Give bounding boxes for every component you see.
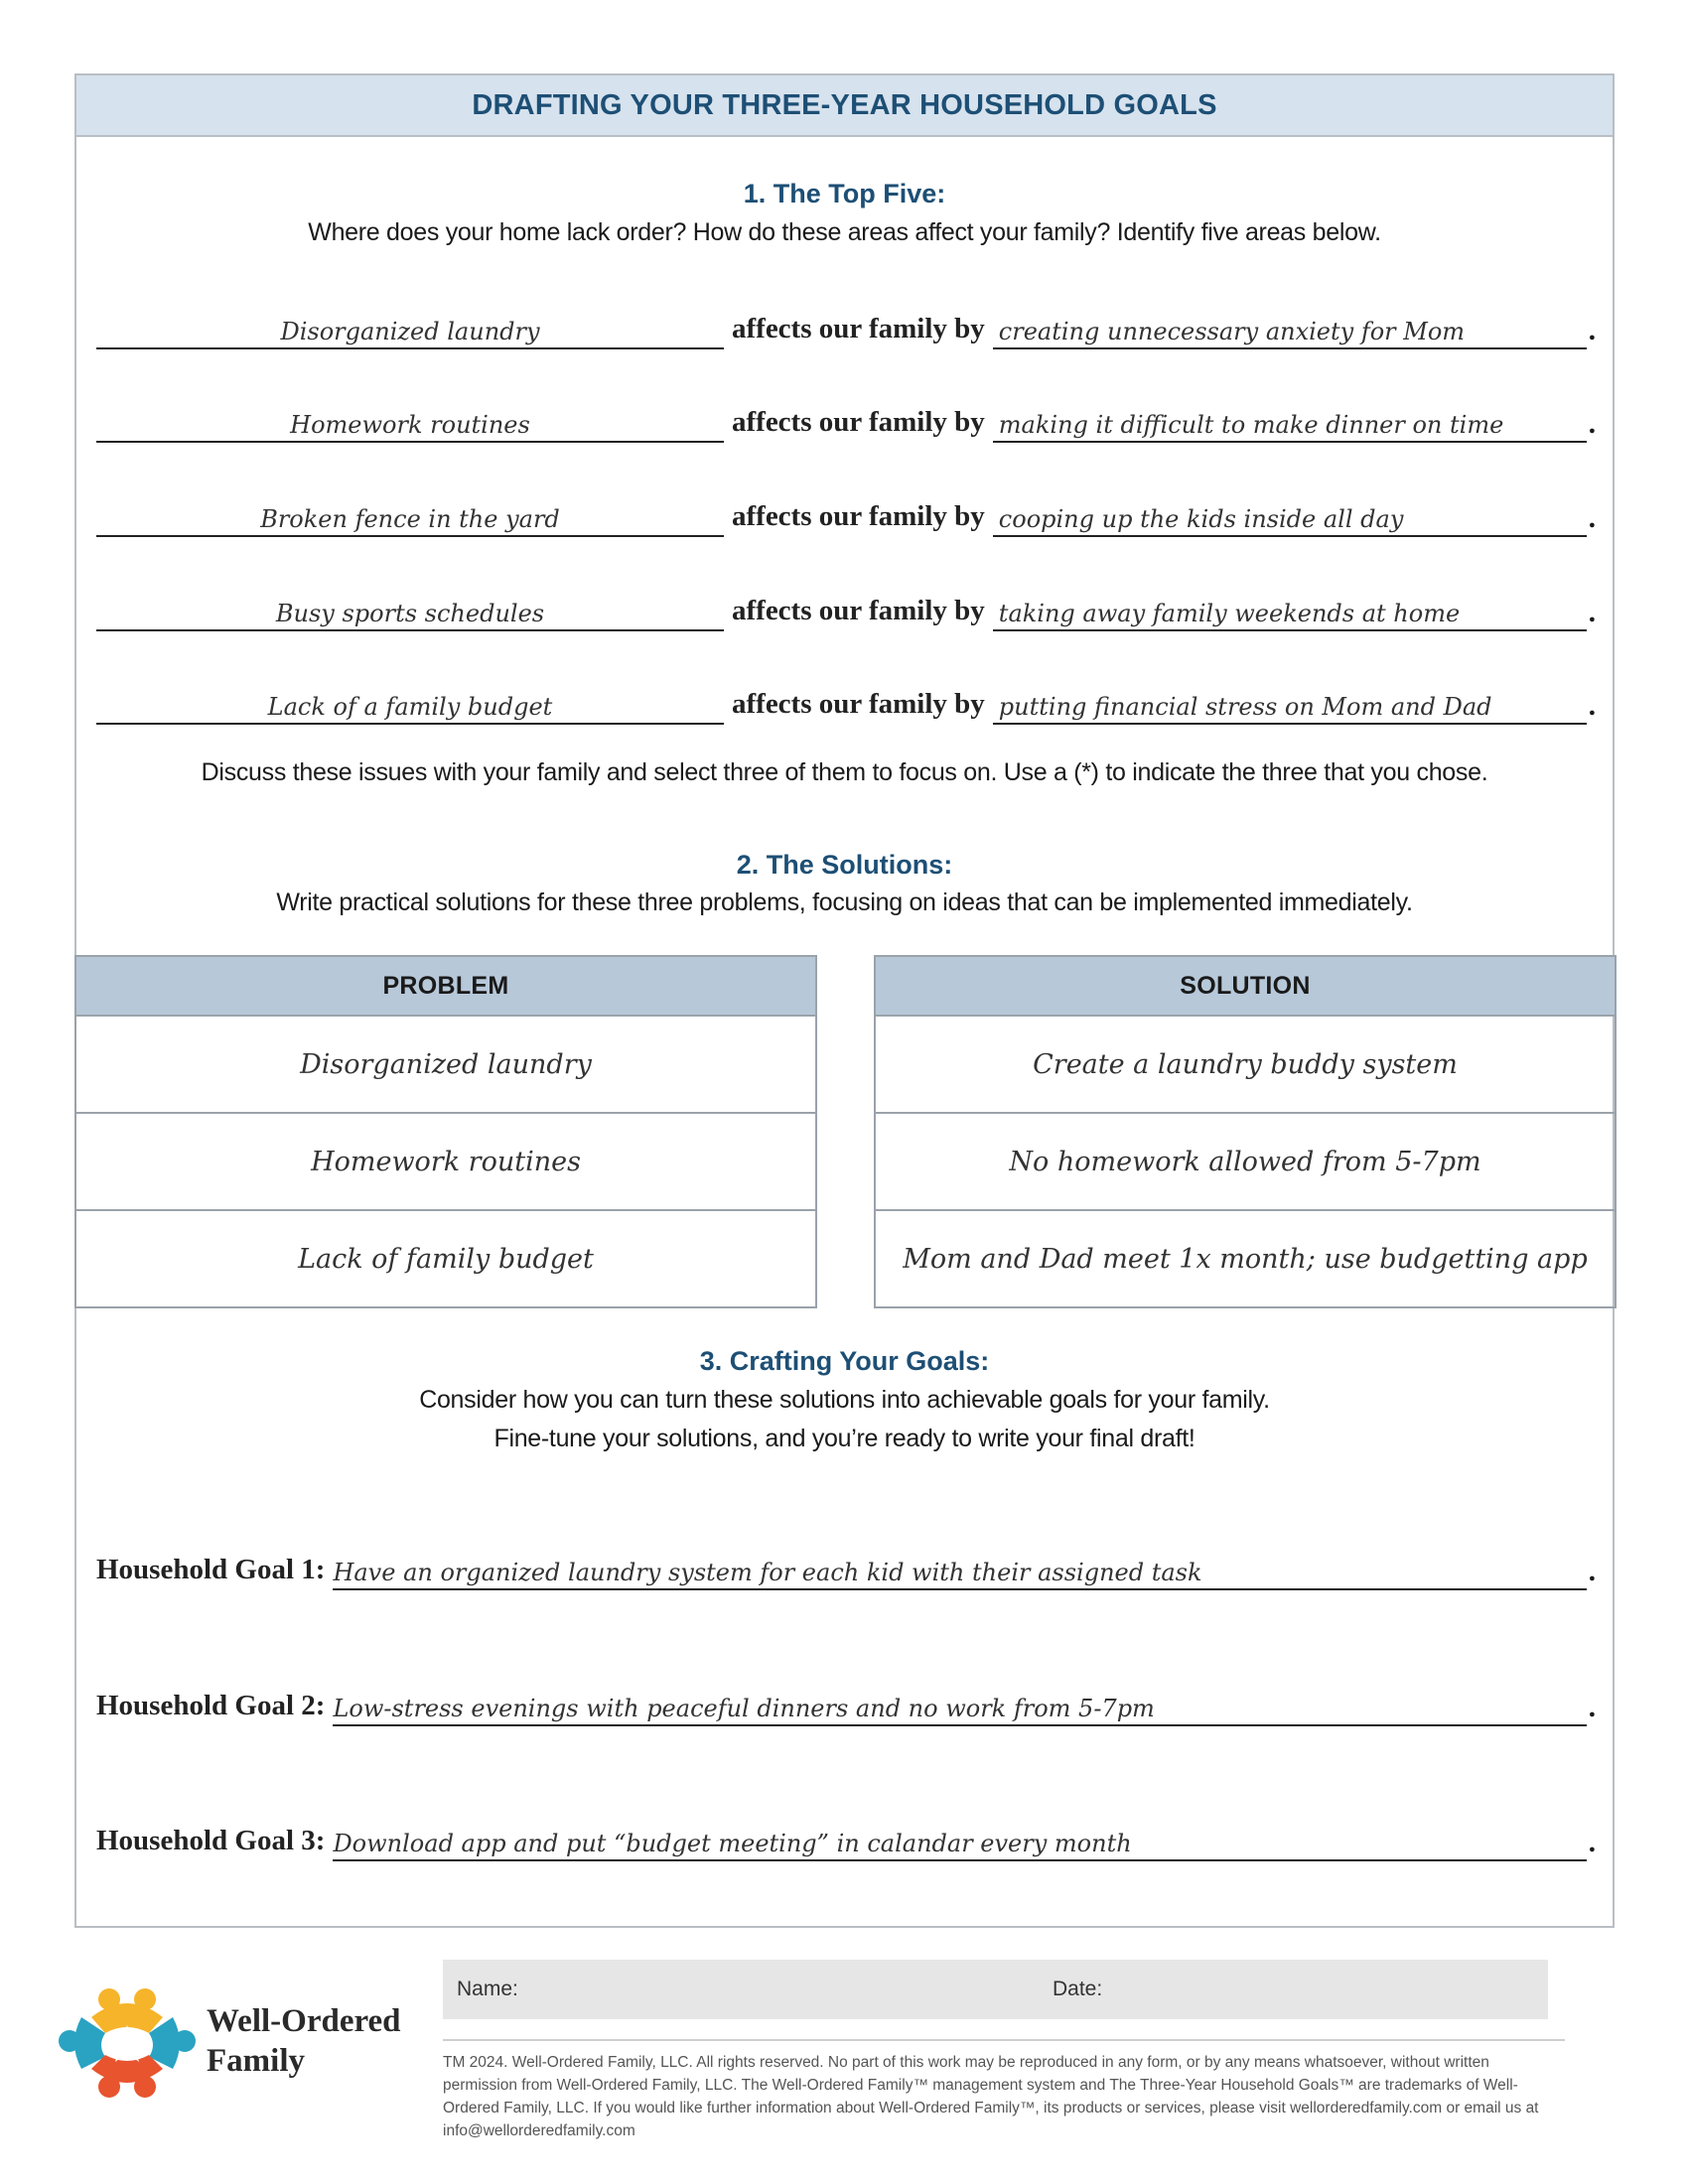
section3-subtitle-line1: Consider how you can turn these solutions into achievable goals for your family. xyxy=(419,1386,1270,1414)
goal-label: Household Goal 2: xyxy=(96,1690,326,1721)
section1-instruction: Discuss these issues with your family and select three of them to focus on. Use a (*) to indicate the three that you chose. xyxy=(201,758,1488,786)
household-goal-row xyxy=(96,1545,1596,1590)
period: . xyxy=(1588,597,1596,628)
period: . xyxy=(1588,1827,1596,1858)
name-label[interactable]: Name: xyxy=(457,1978,518,2000)
section3-subtitle-line2: Fine-tune your solutions, and you’re ready to write your final draft! xyxy=(493,1425,1196,1452)
period: . xyxy=(1588,1556,1596,1587)
solution-table xyxy=(874,955,1617,1308)
connector-text: affects our family by xyxy=(732,595,985,626)
top-five-row xyxy=(96,681,1596,725)
effect-field[interactable]: taking away family weekends at home xyxy=(993,592,1587,631)
section2-subtitle: Write practical solutions for these three problems, focusing on ideas that can be implemented immediately. xyxy=(276,888,1413,916)
area-field[interactable]: Homework routines xyxy=(96,403,724,443)
solution-cell[interactable]: No homework allowed from 5-7pm xyxy=(876,1114,1615,1211)
worksheet-title: DRAFTING YOUR THREE-YEAR HOUSEHOLD GOALS xyxy=(472,88,1217,121)
brand-line1: Well-Ordered xyxy=(207,2003,401,2039)
legal-notice: TM 2024. Well-Ordered Family, LLC. All rights reserved. No part of this work may be reproduced in any form, or by any means whatsoever, without written permission from Well-Ordered Family, LLC. The Well-Ordered Family™ management system and The Three-Year Household Goals™ are trademarks of Well-Ordered Family, LLC. If you would like further information about Well-Ordered Family™, its products or services, please visit wellorderedfamily.com or email us at info@wellorderedfamily.com xyxy=(443,2039,1565,2142)
connector-text: affects our family by xyxy=(732,500,985,532)
problem-table xyxy=(74,955,817,1308)
connector-text: affects our family by xyxy=(732,313,985,344)
section3-title: 3. Crafting Your Goals: xyxy=(699,1346,990,1376)
effect-field[interactable]: putting financial stress on Mom and Dad xyxy=(993,685,1587,725)
date-label[interactable]: Date: xyxy=(1053,1978,1103,2000)
household-goal-row xyxy=(96,1816,1596,1861)
worksheet-header xyxy=(76,75,1613,137)
household-goal-row xyxy=(96,1681,1596,1726)
goal-label: Household Goal 1: xyxy=(96,1554,326,1585)
area-field[interactable]: Lack of a family budget xyxy=(96,685,724,725)
name-date-bar xyxy=(443,1960,1548,2019)
top-five-row xyxy=(96,399,1596,443)
period: . xyxy=(1588,690,1596,722)
solution-cell[interactable]: Create a laundry buddy system xyxy=(876,1017,1615,1114)
top-five-row xyxy=(96,493,1596,537)
section1-subtitle: Where does your home lack order? How do these areas affect your family? Identify five areas below. xyxy=(308,218,1381,246)
area-field[interactable]: Busy sports schedules xyxy=(96,592,724,631)
period: . xyxy=(1588,502,1596,534)
problem-header: PROBLEM xyxy=(76,957,815,1017)
brand-line2: Family xyxy=(207,2043,305,2079)
area-field[interactable]: Disorganized laundry xyxy=(96,310,724,349)
problem-cell[interactable]: Lack of family budget xyxy=(298,1243,594,1275)
top-five-row xyxy=(96,588,1596,631)
problem-cell[interactable]: Homework routines xyxy=(76,1114,815,1211)
connector-text: affects our family by xyxy=(732,688,985,720)
goal-field[interactable]: Download app and put “budget meeting” in calandar every month xyxy=(333,1822,1586,1861)
problem-cell[interactable]: Disorganized laundry xyxy=(76,1017,815,1114)
period: . xyxy=(1588,408,1596,440)
connector-text: affects our family by xyxy=(732,406,985,438)
brand-name xyxy=(207,2001,401,2081)
effect-field[interactable]: making it difficult to make dinner on time xyxy=(993,403,1587,443)
period: . xyxy=(1588,315,1596,346)
solution-header: SOLUTION xyxy=(876,957,1615,1017)
goal-field[interactable]: Low-stress evenings with peaceful dinners and no work from 5-7pm xyxy=(333,1687,1586,1726)
goal-field[interactable]: Have an organized laundry system for each kid with their assigned task xyxy=(333,1551,1586,1590)
period: . xyxy=(1588,1692,1596,1723)
area-field[interactable]: Broken fence in the yard xyxy=(96,497,724,537)
goal-label: Household Goal 3: xyxy=(96,1825,326,1856)
effect-field[interactable]: cooping up the kids inside all day xyxy=(993,497,1587,537)
solution-cell[interactable]: Mom and Dad meet 1x month; use budgetting app xyxy=(903,1243,1588,1275)
logo-figures xyxy=(59,1988,196,2098)
effect-field[interactable]: creating unnecessary anxiety for Mom xyxy=(993,310,1587,349)
family-logo-icon xyxy=(58,1983,197,2103)
top-five-row xyxy=(96,306,1596,349)
section2-title: 2. The Solutions: xyxy=(736,850,953,880)
section1-title: 1. The Top Five: xyxy=(743,179,946,208)
